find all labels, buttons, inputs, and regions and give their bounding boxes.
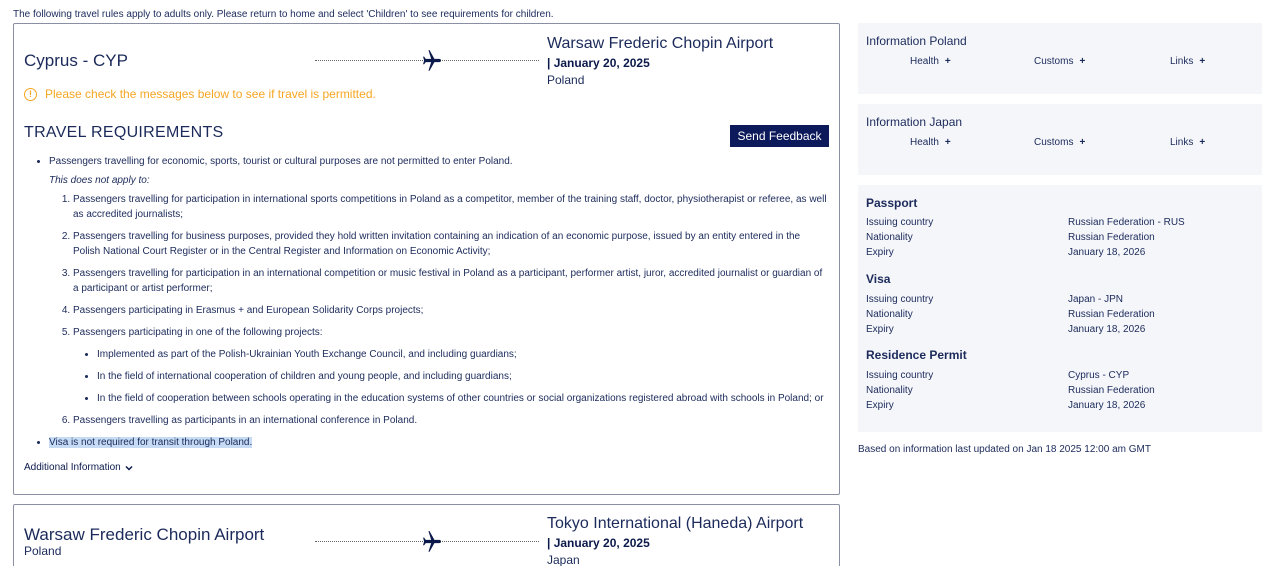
travel-documents-panel <box>858 185 1262 432</box>
panel-title: Information Poland <box>866 34 967 48</box>
exception-item-projects <box>73 325 829 406</box>
tab-links[interactable] <box>1170 137 1205 148</box>
travel-warning <box>24 87 376 101</box>
requirements-title: TRAVEL REQUIREMENTS <box>24 124 224 141</box>
chevron-down-icon <box>124 463 134 473</box>
information-japan-panel <box>858 104 1262 175</box>
plus-icon: + <box>1079 137 1086 148</box>
tab-label: Customs <box>1034 137 1074 148</box>
plus-icon: + <box>1079 56 1086 67</box>
origin-name: Cyprus - CYP <box>24 51 128 70</box>
plus-icon: + <box>1199 137 1206 148</box>
tab-label: Links <box>1170 137 1194 148</box>
row-key: Nationality <box>866 232 913 243</box>
tab-label: Health <box>910 56 939 67</box>
requirement-item: • Passengers travelling for economic, sports, tourist or cultural purposes are not permitted to enter Poland. <box>49 154 841 169</box>
tab-links[interactable] <box>1170 56 1205 67</box>
last-updated-text: Based on information last updated on Jan 18 2025 12:00 am GMT <box>858 444 1151 455</box>
row-key: Expiry <box>866 247 894 258</box>
plus-icon: + <box>944 56 951 67</box>
destination <box>547 35 773 87</box>
exception-item: 4. Passengers participating in Erasmus + and European Solidarity Corps projects; <box>73 303 829 318</box>
row-value: Russian Federation - RUS <box>1068 217 1185 228</box>
send-feedback-button[interactable]: Send Feedback <box>730 125 829 147</box>
route-header <box>14 505 839 566</box>
tab-health[interactable] <box>910 56 951 67</box>
row-value: Russian Federation <box>1068 385 1155 396</box>
row-key: Expiry <box>866 324 894 335</box>
destination-airport: Warsaw Frederic Chopin Airport <box>547 35 774 52</box>
information-poland-panel <box>858 23 1262 94</box>
plus-icon: + <box>944 137 951 148</box>
origin-country: Poland <box>24 544 62 558</box>
exception-item-text: Passengers participating in one of the following projects: <box>73 327 323 338</box>
travel-date: | January 20, 2025 <box>547 56 650 70</box>
row-key: Nationality <box>866 309 913 320</box>
origin-name: Warsaw Frederic Chopin Airport <box>24 525 265 544</box>
panel-title: Information Japan <box>866 115 963 129</box>
requirements-list <box>14 154 841 454</box>
warning-icon: ! <box>24 88 37 101</box>
additional-information-label: Additional Information <box>24 462 121 473</box>
plus-icon: + <box>1199 56 1206 67</box>
tab-customs[interactable] <box>1034 56 1085 67</box>
travel-date: | January 20, 2025 <box>547 536 650 550</box>
residence-permit-heading: Residence Permit <box>866 348 967 362</box>
row-key: Issuing country <box>866 294 934 305</box>
row-value: Cyprus - CYP <box>1068 370 1130 381</box>
adults-only-notice: The following travel rules apply to adults only. Please return to home and select 'Children' to see requirements for children. <box>13 9 554 20</box>
tab-label: Customs <box>1034 56 1074 67</box>
passport-heading: Passport <box>866 196 918 210</box>
row-key: Issuing country <box>866 217 934 228</box>
tab-health[interactable] <box>910 137 951 148</box>
airplane-icon <box>416 529 442 555</box>
row-value: Russian Federation <box>1068 232 1155 243</box>
destination <box>547 515 803 566</box>
warning-text: Please check the messages below to see if travel is permitted. <box>45 87 376 101</box>
row-value: January 18, 2026 <box>1068 247 1146 258</box>
tab-label: Links <box>1170 56 1194 67</box>
exception-item: 1. Passengers travelling for participation in international sports competitions in Poland as a competitor, member of the training staff, doctor, physiotherapist or referee, as well as accredited journalists; <box>73 192 829 222</box>
row-key: Nationality <box>866 385 913 396</box>
exception-item: 3. Passengers travelling for participation in an international competition or music festival in Poland as a participant, performer artist, juror, accredited journalist or guardian of a participant or artist performer; <box>73 266 829 296</box>
exception-item: 6. Passengers travelling as participants in an international conference in Poland. <box>73 413 829 428</box>
row-key: Issuing country <box>866 370 934 381</box>
airplane-icon <box>416 48 442 74</box>
row-key: Expiry <box>866 400 894 411</box>
project-item: • Implemented as part of the Polish-Ukrainian Youth Exchange Council, and including guardians; <box>97 347 829 362</box>
row-value: Russian Federation <box>1068 309 1155 320</box>
exception-item: 2. Passengers travelling for business purposes, provided they hold written invitation containing an indication of an economic purpose, issued by an entity entered in the Polish National Court Register or in the Central Register and Information on Economic Activity; <box>73 229 829 259</box>
project-item: • In the field of cooperation between schools operating in the education systems of other countries or social organizations registered abroad with schools in Poland; or <box>97 391 829 406</box>
leg-card-cyprus-poland <box>13 23 840 495</box>
tab-label: Health <box>910 137 939 148</box>
tab-customs[interactable] <box>1034 137 1085 148</box>
destination-airport: Tokyo International (Haneda) Airport <box>547 515 804 532</box>
project-item: • In the field of international cooperation of children and young people, and including guardians; <box>97 369 829 384</box>
additional-information-toggle[interactable] <box>24 462 134 473</box>
exception-intro: This does not apply to: <box>49 175 150 186</box>
requirement-item-transit <box>49 435 841 450</box>
selected-text: Visa is not required for transit through Poland. <box>49 437 253 448</box>
destination-country: Japan <box>547 553 580 566</box>
row-value: January 18, 2026 <box>1068 324 1146 335</box>
leg-card-poland-japan <box>13 504 840 566</box>
row-value: Japan - JPN <box>1068 294 1124 305</box>
destination-country: Poland <box>547 73 585 87</box>
row-value: January 18, 2026 <box>1068 400 1146 411</box>
visa-heading: Visa <box>866 272 891 286</box>
route-header <box>14 24 839 94</box>
